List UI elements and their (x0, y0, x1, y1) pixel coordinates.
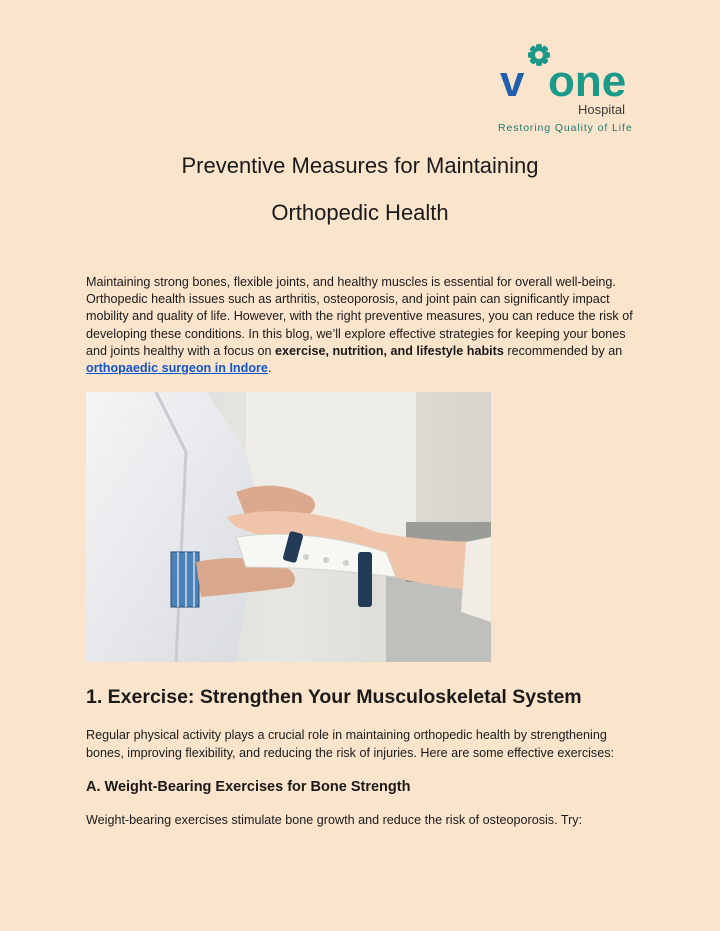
subsection-a-heading: A. Weight-Bearing Exercises for Bone Strength (86, 779, 411, 795)
hospital-logo (498, 40, 638, 136)
subsection-a-paragraph: Weight-bearing exercises stimulate bone growth and reduce the risk of osteoporosis. Try: (86, 813, 583, 827)
doctor-examining-wrist-photo (86, 392, 491, 662)
logo-v-text: v (500, 57, 525, 102)
star-icon (528, 44, 550, 66)
intro-mid-text: recommended by an (503, 343, 623, 358)
intro-paragraph (86, 274, 638, 377)
logo-hospital-text: Hospital (578, 102, 625, 117)
logo-tagline: Restoring Quality of Life (498, 122, 633, 134)
section-1-paragraph: Regular physical activity plays a crucial role in maintaining orthopedic health by strengthening bones, improving flexibility, and reducing the risk of injuries. Here are some effective exercises: (86, 728, 615, 760)
vone-logo-mark (498, 40, 638, 102)
orthopaedic-surgeon-link[interactable]: orthopaedic surgeon in Indore (86, 361, 268, 376)
intro-end-text: . (267, 361, 272, 376)
logo-one-text: one (548, 57, 627, 102)
page-title-line-2: Orthopedic Health (271, 200, 449, 225)
section-1-heading: 1. Exercise: Strengthen Your Musculoskeletal System (86, 686, 582, 708)
intro-text: Maintaining strong bones, flexible joints, and healthy muscles is essential for overall well-being. Orthopedic health issues such as arthritis, osteoporosis, and joint pain can significantly impact mobility and quality of life. However, with the right preventive measures, you can reduce the risk of developing these conditions. In this blog, we’ll explore effective strategies for keeping your bones and joints healthy with a focus on (86, 275, 633, 358)
intro-bold-text: exercise, nutrition, and lifestyle habits (275, 343, 504, 358)
page-title-line-1: Preventive Measures for Maintaining (181, 153, 539, 178)
